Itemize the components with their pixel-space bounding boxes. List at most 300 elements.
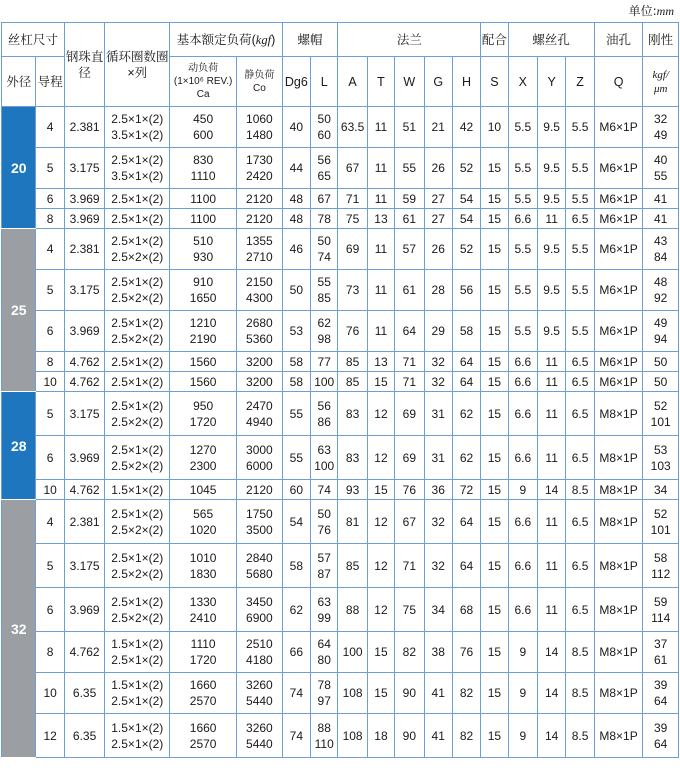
dynamic-load-cell [170, 632, 237, 673]
static-load-cell [237, 673, 283, 714]
circuits-value: 2.5×2×(2) [111, 566, 164, 581]
ball-diameter-cell: 6.35 [64, 714, 105, 758]
header-Q: Q [594, 57, 643, 107]
lead-cell: 8 [36, 352, 64, 372]
Q-cell: M8×1P [594, 673, 643, 714]
static-load-cell [237, 209, 283, 229]
X-cell: 6.6 [508, 544, 537, 588]
static-load-value: 3200 [246, 374, 273, 389]
stiffness-value: 32 [654, 112, 668, 126]
A-cell: 85 [338, 352, 367, 372]
circuits-value: 2.5×1×(2) [111, 506, 164, 521]
A-cell: 67 [338, 148, 367, 189]
table-row [2, 588, 679, 632]
header-dg6: Dg6 [282, 57, 310, 107]
static-load-value: 3200 [246, 354, 273, 369]
S-cell: 15 [481, 311, 508, 352]
Q-cell: M6×1P [594, 189, 643, 209]
circuits-value: 2.5×2×(2) [111, 414, 164, 429]
table-row [2, 632, 679, 673]
static-load-value: 1730 [246, 153, 273, 167]
header-L: L [311, 57, 338, 107]
table-row [2, 107, 679, 148]
circuits-value: 2.5×1×(2) [111, 191, 164, 206]
W-cell: 75 [395, 588, 424, 632]
header-ball-diameter: 钢珠直径 [64, 23, 105, 107]
lead-cell: 4 [36, 229, 64, 270]
H-cell: 56 [452, 270, 480, 311]
table-row [2, 148, 679, 189]
table-row [2, 352, 679, 372]
L-value: 86 [317, 414, 331, 429]
W-cell: 90 [395, 673, 424, 714]
dynamic-load-value: 2410 [189, 610, 217, 625]
ball-diameter-cell: 2.381 [64, 229, 105, 270]
circuits-value: 2.5×1×(2) [111, 736, 164, 751]
dynamic-load-value: 910 [193, 275, 214, 289]
stiffness-value: 114 [651, 610, 671, 625]
outer-diameter-cell: 28 [2, 392, 36, 500]
dynamic-load-value: 1650 [189, 291, 217, 305]
L-cell [311, 229, 338, 270]
header-load-text: 基本额定负荷( [176, 32, 256, 47]
table-row [2, 372, 679, 392]
ball-diameter-cell: 3.969 [64, 189, 105, 209]
T-cell: 11 [367, 311, 394, 352]
circuits-value: 2.5×1×(2) [111, 694, 164, 708]
Z-cell: 8.5 [566, 673, 594, 714]
header-circuits: 循环圈数圈×列 [105, 23, 170, 107]
A-cell: 108 [338, 673, 367, 714]
dynamic-load-value: 510 [193, 234, 214, 248]
W-cell: 61 [395, 209, 424, 229]
static-load-value: 4940 [246, 414, 273, 429]
header-load-rating [170, 23, 282, 57]
T-cell: 15 [367, 632, 394, 673]
lead-cell: 6 [36, 588, 64, 632]
stiffness-value: 41 [654, 211, 668, 226]
S-cell: 15 [481, 588, 508, 632]
dynamic-load-value: 1100 [190, 191, 217, 206]
static-load-value: 5360 [246, 332, 273, 346]
unit-label: 单位: [628, 4, 657, 18]
static-load-value: 2120 [246, 211, 273, 226]
circuits-cell [105, 632, 170, 673]
lead-cell: 4 [36, 107, 64, 148]
W-cell: 69 [395, 436, 424, 480]
dg6-cell: 74 [282, 673, 310, 714]
header-load-unit: kgf [255, 32, 272, 47]
A-cell: 69 [338, 229, 367, 270]
W-cell: 71 [395, 352, 424, 372]
Z-cell: 6.5 [566, 392, 594, 436]
dynamic-load-value: 450 [193, 112, 214, 126]
T-cell: 12 [367, 544, 394, 588]
stiffness-value: 101 [650, 414, 671, 429]
dynamic-load-value: 565 [193, 506, 214, 521]
X-cell: 6.6 [508, 372, 537, 392]
ball-diameter-cell: 4.762 [64, 480, 105, 500]
stiffness-cell [643, 588, 679, 632]
L-value: 97 [317, 694, 331, 708]
static-load-value: 2510 [246, 637, 273, 651]
ball-diameter-cell: 3.175 [64, 270, 105, 311]
G-cell: 32 [424, 352, 452, 372]
lead-cell: 4 [36, 500, 64, 544]
T-cell: 11 [367, 270, 394, 311]
X-cell: 6.6 [508, 392, 537, 436]
static-load-cell [237, 714, 283, 758]
dynamic-load-cell [170, 436, 237, 480]
T-cell: 12 [367, 436, 394, 480]
dynamic-load-value: 2190 [189, 332, 217, 346]
W-cell: 71 [395, 544, 424, 588]
dynamic-load-value: 1720 [189, 653, 217, 667]
dynamic-load-cell [170, 480, 237, 500]
S-cell: 15 [481, 189, 508, 209]
T-cell: 11 [367, 107, 394, 148]
L-cell [311, 270, 338, 311]
L-value: 60 [317, 128, 331, 142]
Z-cell: 6.5 [566, 372, 594, 392]
header-H: H [452, 57, 480, 107]
stiffness-value: 39 [654, 720, 668, 735]
Z-cell: 5.5 [566, 107, 594, 148]
Y-cell: 9.5 [537, 311, 565, 352]
L-cell [311, 500, 338, 544]
Y-cell: 9.5 [537, 148, 565, 189]
L-cell [311, 480, 338, 500]
lead-cell: 5 [36, 544, 64, 588]
ball-diameter-cell: 2.381 [64, 500, 105, 544]
static-load-cell [237, 107, 283, 148]
Q-cell: M6×1P [594, 352, 643, 372]
static-load-cell [237, 632, 283, 673]
G-cell: 28 [424, 270, 452, 311]
Z-cell: 6.5 [566, 544, 594, 588]
S-cell: 15 [481, 632, 508, 673]
dynamic-load-value: 2570 [189, 694, 217, 708]
Q-cell: M8×1P [594, 588, 643, 632]
circuits-value: 2.5×1×(2) [111, 594, 164, 609]
L-value: 74 [317, 482, 331, 497]
static-load-value: 2150 [246, 275, 273, 289]
static-load-value: 2710 [246, 250, 273, 264]
stiffness-value: 53 [654, 442, 668, 457]
L-cell [311, 311, 338, 352]
static-load-value: 1355 [246, 234, 273, 248]
circuits-cell [105, 588, 170, 632]
Y-cell: 11 [537, 588, 565, 632]
dynamic-load-value: 1100 [190, 211, 217, 226]
W-cell: 51 [395, 107, 424, 148]
W-cell: 57 [395, 229, 424, 270]
circuits-cell [105, 270, 170, 311]
H-cell: 82 [452, 714, 480, 758]
L-cell [311, 148, 338, 189]
stiffness-cell [643, 229, 679, 270]
X-cell: 5.5 [508, 311, 537, 352]
circuits-value: 1.5×1×(2) [111, 678, 164, 692]
circuits-value: 2.5×1×(2) [111, 275, 164, 289]
static-load-value: 1750 [246, 506, 273, 521]
static-load-cell [237, 480, 283, 500]
dynamic-load-cell [170, 673, 237, 714]
stiffness-cell [643, 209, 679, 229]
Z-cell: 8.5 [566, 480, 594, 500]
header-static-l2: Co [252, 82, 266, 94]
ball-diameter-cell: 4.762 [64, 372, 105, 392]
Q-cell: M8×1P [594, 714, 643, 758]
header-nut: 螺帽 [282, 23, 338, 57]
dynamic-load-value: 1010 [189, 550, 217, 565]
ball-diameter-cell: 3.969 [64, 588, 105, 632]
H-cell: 52 [452, 148, 480, 189]
table-row [2, 673, 679, 714]
X-cell: 5.5 [508, 189, 537, 209]
stiffness-cell [643, 714, 679, 758]
H-cell: 58 [452, 311, 480, 352]
dg6-cell: 62 [282, 588, 310, 632]
static-load-cell [237, 189, 283, 209]
stiffness-value: 84 [654, 250, 668, 264]
A-cell: 108 [338, 714, 367, 758]
Y-cell: 11 [537, 544, 565, 588]
circuits-value: 2.5×2×(2) [111, 332, 164, 346]
static-load-value: 1480 [246, 128, 273, 142]
dg6-cell: 48 [282, 189, 310, 209]
L-value: 50 [317, 112, 331, 126]
table-row [2, 311, 679, 352]
X-cell: 5.5 [508, 229, 537, 270]
static-load-value: 6900 [246, 610, 273, 625]
H-cell: 54 [452, 189, 480, 209]
Y-cell: 14 [537, 632, 565, 673]
dg6-cell: 48 [282, 209, 310, 229]
static-load-cell [237, 500, 283, 544]
dg6-cell: 50 [282, 270, 310, 311]
G-cell: 26 [424, 148, 452, 189]
Y-cell: 11 [537, 392, 565, 436]
S-cell: 15 [481, 436, 508, 480]
header-dynamic-l1: 动负荷 [188, 63, 219, 74]
L-value: 55 [317, 275, 331, 289]
table-body [2, 107, 679, 758]
A-cell: 73 [338, 270, 367, 311]
stiffness-value: 52 [654, 506, 668, 521]
T-cell: 13 [367, 352, 394, 372]
static-load-value: 3260 [246, 678, 273, 692]
L-value: 99 [317, 610, 331, 625]
L-value: 76 [317, 522, 331, 537]
circuits-value: 2.5×1×(2) [111, 316, 164, 330]
H-cell: 64 [452, 352, 480, 372]
dynamic-load-value: 1660 [189, 678, 217, 692]
H-cell: 52 [452, 229, 480, 270]
G-cell: 41 [424, 714, 452, 758]
W-cell: 90 [395, 714, 424, 758]
static-load-value: 2420 [246, 169, 273, 183]
circuits-value: 2.5×1×(2) [111, 442, 164, 457]
Y-cell: 11 [537, 372, 565, 392]
stiffness-value: 64 [654, 736, 668, 751]
L-cell [311, 107, 338, 148]
L-cell [311, 352, 338, 372]
circuits-cell [105, 352, 170, 372]
L-cell [311, 544, 338, 588]
Z-cell: 6.5 [566, 588, 594, 632]
Q-cell: M6×1P [594, 148, 643, 189]
dynamic-load-value: 1020 [189, 522, 217, 537]
dynamic-load-cell [170, 270, 237, 311]
header-X: X [508, 57, 537, 107]
circuits-cell [105, 209, 170, 229]
L-value: 77 [317, 354, 331, 369]
dynamic-load-value: 1210 [189, 316, 217, 330]
dg6-cell: 55 [282, 436, 310, 480]
stiffness-cell [643, 436, 679, 480]
Z-cell: 8.5 [566, 632, 594, 673]
Q-cell: M8×1P [594, 436, 643, 480]
A-cell: 76 [338, 311, 367, 352]
ball-screw-spec-table [1, 22, 679, 758]
H-cell: 62 [452, 392, 480, 436]
A-cell: 88 [338, 588, 367, 632]
W-cell: 61 [395, 270, 424, 311]
lead-cell: 12 [36, 714, 64, 758]
header-stiffness: 刚性 [643, 23, 679, 57]
L-value: 98 [317, 332, 331, 346]
dg6-cell: 53 [282, 311, 310, 352]
stiffness-value: 39 [654, 678, 668, 692]
stiffness-value: 41 [654, 191, 668, 206]
circuits-cell [105, 544, 170, 588]
static-load-value: 4300 [246, 291, 273, 305]
header-T: T [367, 57, 394, 107]
static-load-value: 5440 [246, 694, 273, 708]
stiffness-value: 48 [654, 275, 668, 289]
S-cell: 15 [481, 270, 508, 311]
G-cell: 34 [424, 588, 452, 632]
dynamic-load-value: 600 [193, 128, 214, 142]
table-row [2, 436, 679, 480]
L-value: 63 [317, 442, 331, 457]
circuits-cell [105, 480, 170, 500]
stiffness-cell [643, 311, 679, 352]
outer-diameter-cell: 32 [2, 500, 36, 758]
X-cell: 5.5 [508, 270, 537, 311]
header-static-load [237, 57, 283, 107]
dynamic-load-value: 830 [193, 153, 214, 167]
G-cell: 32 [424, 372, 452, 392]
L-value: 64 [317, 637, 331, 651]
ball-diameter-cell: 6.35 [64, 673, 105, 714]
dynamic-load-cell [170, 352, 237, 372]
header-stiffness-unit [643, 57, 679, 107]
circuits-cell [105, 229, 170, 270]
dynamic-load-value: 1110 [190, 169, 216, 183]
Y-cell: 9.5 [537, 270, 565, 311]
stiffness-value: 40 [654, 153, 668, 167]
X-cell: 6.6 [508, 209, 537, 229]
L-cell [311, 392, 338, 436]
static-load-cell [237, 544, 283, 588]
Q-cell: M6×1P [594, 270, 643, 311]
stiffness-value: 94 [654, 332, 668, 346]
dg6-cell: 58 [282, 352, 310, 372]
L-value: 80 [317, 653, 331, 667]
header-dynamic-l2: (1×10⁶ REV.) [173, 76, 233, 87]
ball-diameter-cell: 2.381 [64, 107, 105, 148]
G-cell: 32 [424, 500, 452, 544]
L-cell [311, 632, 338, 673]
static-load-cell [237, 372, 283, 392]
header-W: W [395, 57, 424, 107]
dynamic-load-cell [170, 500, 237, 544]
circuits-cell [105, 148, 170, 189]
ball-diameter-cell: 4.762 [64, 632, 105, 673]
Q-cell: M8×1P [594, 632, 643, 673]
Y-cell: 11 [537, 352, 565, 372]
ball-diameter-cell: 3.969 [64, 311, 105, 352]
dynamic-load-value: 930 [193, 250, 214, 264]
L-value: 110 [314, 736, 334, 751]
circuits-cell [105, 107, 170, 148]
stiffness-value: 103 [650, 458, 671, 473]
L-value: 50 [317, 234, 331, 248]
A-cell: 85 [338, 372, 367, 392]
ball-diameter-cell: 3.969 [64, 436, 105, 480]
X-cell: 9 [508, 673, 537, 714]
L-value: 56 [317, 153, 331, 167]
S-cell: 15 [481, 544, 508, 588]
S-cell: 10 [481, 107, 508, 148]
dynamic-load-cell [170, 392, 237, 436]
static-load-cell [237, 392, 283, 436]
Y-cell: 9.5 [537, 107, 565, 148]
circuits-value: 2.5×1×(2) [111, 398, 164, 413]
L-value: 100 [314, 374, 335, 389]
Z-cell: 5.5 [566, 148, 594, 189]
G-cell: 27 [424, 209, 452, 229]
table-row [2, 714, 679, 758]
header-flange: 法兰 [338, 23, 481, 57]
A-cell: 75 [338, 209, 367, 229]
T-cell: 11 [367, 148, 394, 189]
dynamic-load-cell [170, 372, 237, 392]
table-row [2, 189, 679, 209]
W-cell: 69 [395, 392, 424, 436]
L-value: 78 [317, 678, 331, 692]
T-cell: 18 [367, 714, 394, 758]
static-load-value: 1060 [246, 112, 273, 126]
table-row [2, 229, 679, 270]
stiffness-value: 49 [654, 128, 668, 142]
static-load-cell [237, 436, 283, 480]
W-cell: 76 [395, 480, 424, 500]
X-cell: 9 [508, 714, 537, 758]
circuits-value: 2.5×1×(2) [111, 550, 164, 565]
circuits-value: 2.5×1×(2) [111, 234, 164, 248]
L-value: 88 [317, 720, 331, 735]
G-cell: 31 [424, 392, 452, 436]
circuits-value: 2.5×2×(2) [111, 291, 164, 305]
table-row [2, 480, 679, 500]
static-load-value: 2680 [246, 316, 273, 330]
W-cell: 55 [395, 148, 424, 189]
L-value: 57 [317, 550, 331, 565]
L-value: 56 [317, 398, 331, 413]
